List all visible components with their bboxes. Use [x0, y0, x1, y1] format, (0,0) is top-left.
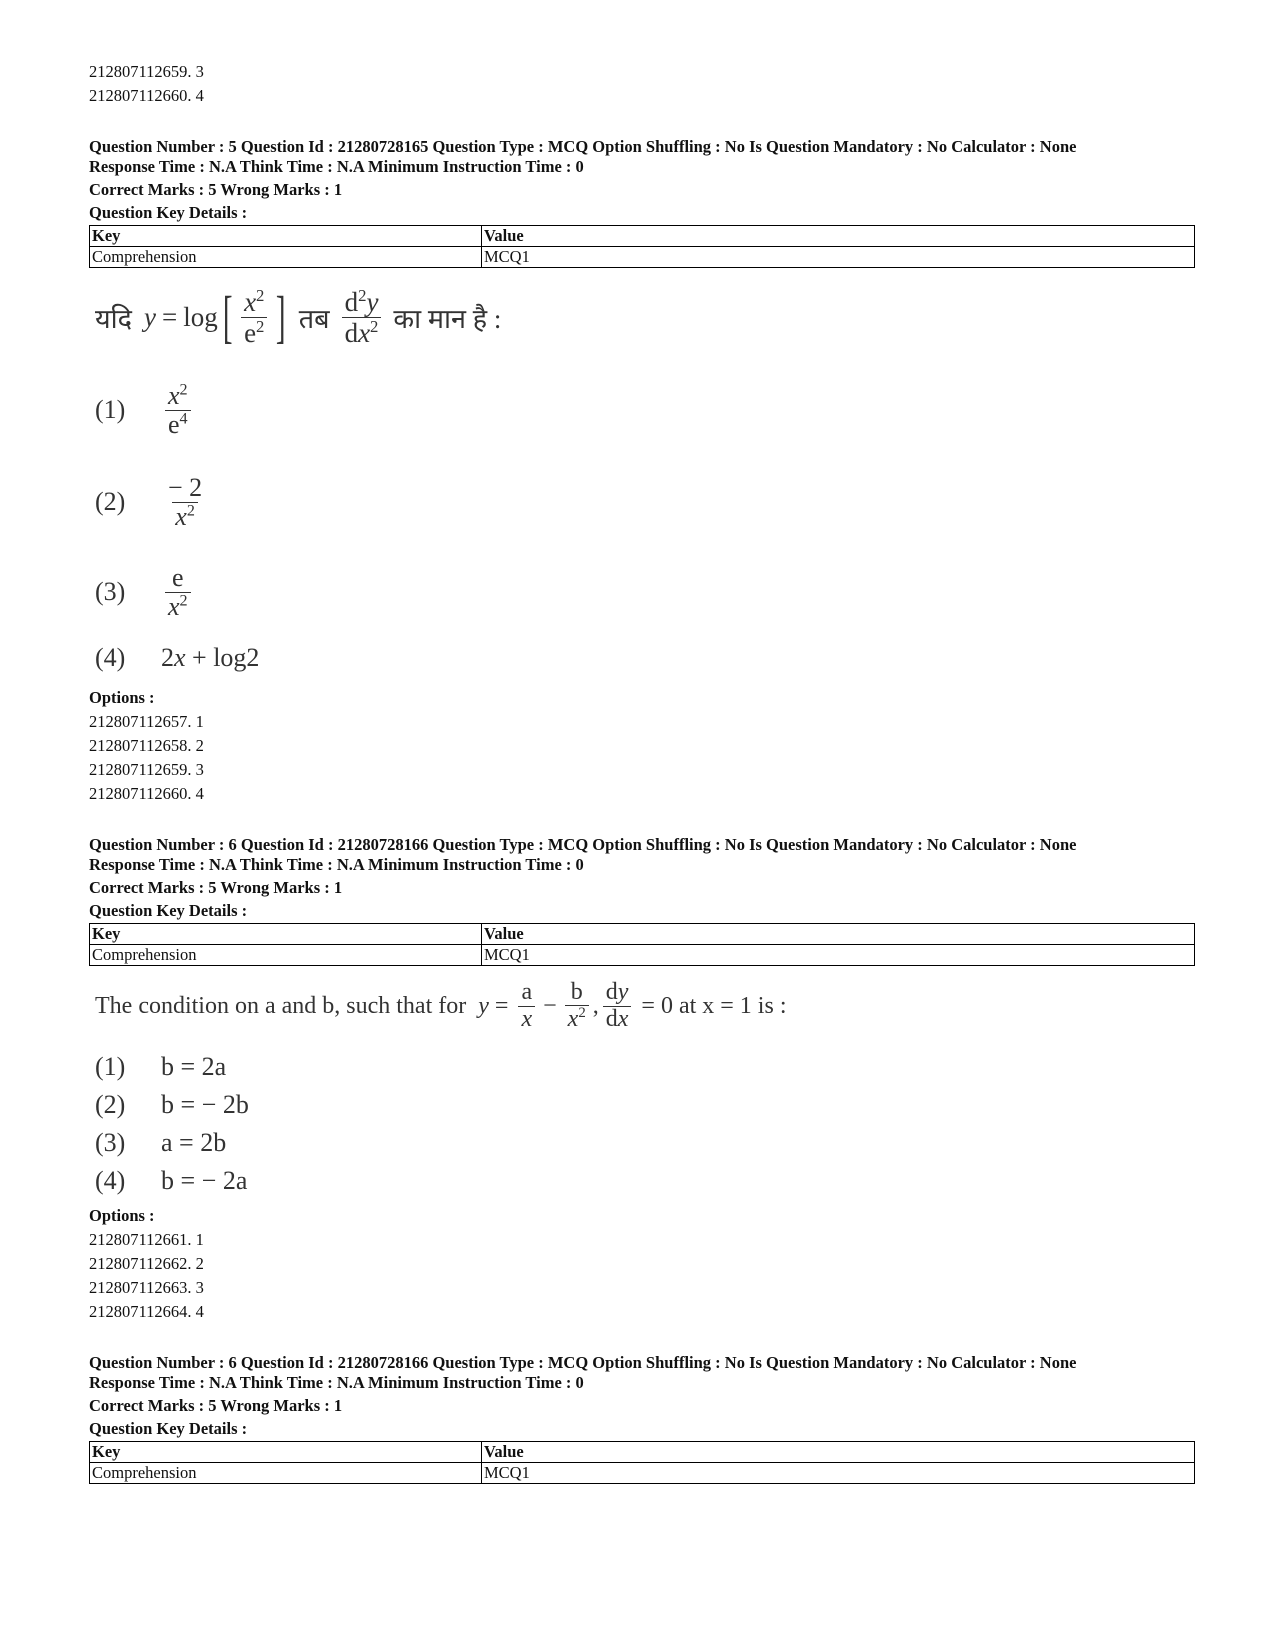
choice-label: (4): [95, 1166, 126, 1195]
question-meta: Question Number : 6 Question Id : 21280728166 Question Type : MCQ Option Shuffling : No Is Question Mandatory : No Calculator : None: [89, 1353, 1077, 1372]
value-header: Value: [482, 1442, 1195, 1463]
value-cell: MCQ1: [482, 945, 1195, 966]
choice: [95, 1124, 1199, 1162]
key-details-label: Question Key Details :: [89, 901, 248, 920]
option-line: 212807112662. 2: [89, 1254, 204, 1273]
question-marks: Correct Marks : 5 Wrong Marks : 1: [89, 180, 343, 199]
choice-label: (2): [95, 1090, 126, 1119]
options-label: Options :: [89, 688, 155, 707]
choice-label: (3): [95, 577, 126, 606]
option-line: 212807112664. 4: [89, 1302, 204, 1321]
choice-text: b = − 2a: [161, 1166, 248, 1195]
choice-text: b = 2a: [161, 1052, 227, 1081]
option-line: 212807112660. 4: [89, 86, 204, 105]
choice-text: a = 2b: [161, 1128, 227, 1157]
stem-prefix: यदि: [95, 303, 132, 334]
option-line: 212807112660. 4: [89, 784, 204, 803]
question-image: [95, 968, 1199, 1200]
choice-label: (3): [95, 1128, 126, 1157]
stem-prefix: The condition on a and b, such that for: [95, 992, 467, 1019]
choice-label: (4): [95, 643, 126, 672]
choice: (3) $\frac{e}{x^2}$: [95, 550, 1199, 634]
question-timing: Response Time : N.A Think Time : N.A Minimum Instruction Time : 0: [89, 157, 584, 176]
options-label: Options :: [89, 1206, 155, 1225]
document-page: [89, 60, 1199, 1484]
value-cell: MCQ1: [482, 247, 1195, 268]
choice: (1) $\frac{x^2}{e^4}$: [95, 368, 1199, 452]
second-derivative: $\frac{d^2y}{dx^2}$: [342, 287, 382, 347]
choice-label: (1): [95, 395, 126, 424]
option-line: 212807112659. 3: [89, 760, 204, 779]
option-line: 212807112657. 1: [89, 712, 204, 731]
question-5: [89, 137, 1199, 806]
previous-options: [89, 60, 1199, 108]
stem-suffix: का मान है :: [393, 303, 502, 334]
question-6: [89, 835, 1199, 1324]
question-stem: The condition on a and b, such that for y = $\frac{a}{x}$ − $\frac{b}{x^2}$ , $\frac{dy}{dx}$ = 0 at x = 1 is :: [95, 978, 787, 1032]
choice-label: (2): [95, 487, 126, 516]
value-header: Value: [482, 924, 1195, 945]
question-marks: Correct Marks : 5 Wrong Marks : 1: [89, 878, 343, 897]
choice: (2) $\frac{- 2}{x^2}$: [95, 473, 203, 531]
option-line: 212807112663. 3: [89, 1278, 204, 1297]
key-cell: Comprehension: [90, 247, 482, 268]
options-block: [89, 1204, 1199, 1324]
question-marks: Correct Marks : 5 Wrong Marks : 1: [89, 1396, 343, 1415]
key-details-table: [89, 225, 1195, 268]
choice: (4) 2x + log2: [95, 643, 260, 672]
options-block: [89, 686, 1199, 806]
choice: [95, 1162, 1199, 1200]
value-header: Value: [482, 226, 1195, 247]
key-details-label: Question Key Details :: [89, 203, 248, 222]
option-line: 212807112658. 2: [89, 736, 204, 755]
stem-mid: तब: [298, 303, 330, 334]
question-stem: यदि y = log [ $\frac{x^2}{e^2}$ ] तब $\frac{d^2y}{dx^2}$ का मान है :: [95, 284, 502, 349]
log-argument: [ $\frac{x^2}{e^2}$ ]: [222, 284, 286, 349]
key-header: Key: [90, 1442, 482, 1463]
key-details-table: [89, 1441, 1195, 1484]
question-timing: Response Time : N.A Think Time : N.A Minimum Instruction Time : 0: [89, 1373, 584, 1392]
value-cell: MCQ1: [482, 1463, 1195, 1484]
question-timing: Response Time : N.A Think Time : N.A Minimum Instruction Time : 0: [89, 855, 584, 874]
choice: [95, 1048, 1199, 1086]
key-header: Key: [90, 924, 482, 945]
key-header: Key: [90, 226, 482, 247]
key-cell: Comprehension: [90, 945, 482, 966]
question-image: [95, 274, 1199, 680]
key-cell: Comprehension: [90, 1463, 482, 1484]
key-details-table: [89, 923, 1195, 966]
question-meta: Question Number : 5 Question Id : 21280728165 Question Type : MCQ Option Shuffling : No Is Question Mandatory : No Calculator : None: [89, 137, 1077, 156]
choice: [95, 1086, 1199, 1124]
question-next: [89, 1353, 1199, 1484]
question-meta: Question Number : 6 Question Id : 21280728166 Question Type : MCQ Option Shuffling : No Is Question Mandatory : No Calculator : None: [89, 835, 1077, 854]
option-line: 212807112659. 3: [89, 62, 204, 81]
stem-suffix: at x = 1 is :: [678, 992, 787, 1019]
option-line: 212807112661. 1: [89, 1230, 204, 1249]
choice-label: (1): [95, 1052, 126, 1081]
choice-text: b = − 2b: [161, 1090, 249, 1119]
key-details-label: Question Key Details :: [89, 1419, 248, 1438]
